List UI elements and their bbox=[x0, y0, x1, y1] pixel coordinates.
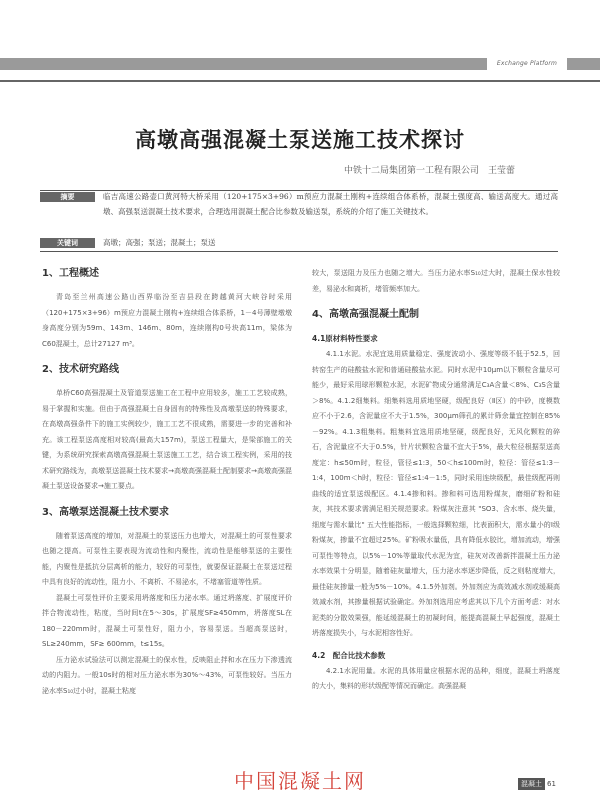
section-heading: 2、技术研究路线 bbox=[42, 364, 119, 375]
page-number bbox=[518, 778, 560, 790]
body-paragraph: 较大，泵送阻力及压力也随之增大。当压力泌水率S₁₀过大时，混凝土保水性较差，易泌水和离析，堵管频率加大。 bbox=[312, 269, 560, 293]
abstract-text: 临吉高速公路壶口黄河特大桥采用（120+175×3+96）m预应力混凝土刚构+连续组合体系桥，混凝土强度高、输送高度大。通过高墩、高强泵送混凝土技术要求，合理选用混凝土配合比参数及输送泵，系统的介绍了施工关键技术。 bbox=[103, 192, 558, 216]
abstract-label: 摘要 bbox=[40, 192, 95, 202]
page-number-value: 61 bbox=[547, 780, 556, 788]
body-paragraph: 随着泵送高度的增加，对混凝土的泵送压力也增大，对混凝土的可泵性要求也随之提高。可泵性主要表现为流动性和内聚性，流动性是能够泵送的主要性能，内聚性是抵抗分层离析的能力，较好的可泵性，就要保证混凝土在泵送过程中具有良好的流动性，阻力小、不离析、不易泌水，不堵塞管道等性质。 bbox=[42, 531, 292, 586]
body-paragraph: 单桥C60高强混凝土及管道泵送施工在工程中应用较多，施工工艺较成熟，易于掌握和实施。但由于高强混凝土自身固有的特殊性及高墩泵送的特殊要求，在高墩高强条件下的施工实例较少，施工工艺不很成熟，需要进一步的完善和补充。该工程泵送高度相对较高(最高大157m)，泵送工程量大，是梁部施工的关键，为系统研究探索高墩高强混凝土泵送施工工艺，结合该工程实例，采用的技术研究路线为，高墩泵送混凝土技术要求→高墩高强混凝土配制要求→高墩高强混凝土泵送设备要求→施工要点。 bbox=[42, 389, 292, 490]
subsection-heading: 4.2 配合比技术参数 bbox=[312, 650, 386, 660]
footer-watermark: 中国混凝土网 bbox=[234, 769, 366, 793]
section-label: Exchange Platform bbox=[487, 58, 567, 70]
keywords-label: 关键词 bbox=[40, 238, 95, 248]
body-paragraph: 混凝土可泵性评价主要采用坍落度和压力泌水率。通过坍落度、扩展度评价拌合物流动性，粘度，当时间t在5～30s，扩展度SF≥450mm，坍落度SL在180－220mm时，混凝土可泵性好，阻力小，容易泵送。当超高泵送时，SL≥240mm，SF≥ 600mm，t≤15s。 bbox=[42, 593, 292, 648]
article-author: 中铁十二局集团第一工程有限公司 王莹蕾 bbox=[343, 166, 515, 176]
subsection-heading: 4.1原材料特性要求 bbox=[312, 334, 378, 343]
header-band-left bbox=[0, 58, 487, 70]
body-paragraph: 压力泌水试验法可以测定混凝土的保水性，反映阻止拌和水在压力下渗透流动的内阻力。一般10s时的相对压力泌水率为30%～43%，可泵性较好。当压力泌水率S₁₀过小时，混凝土粘度 bbox=[42, 655, 292, 695]
article-title: 高墩高强混凝土泵送施工技术探讨 bbox=[135, 128, 465, 152]
section-heading: 3、高墩泵送混凝土技术要求 bbox=[42, 506, 169, 518]
header-band-right bbox=[567, 58, 600, 70]
keywords-text: 高墩；高强；泵送；混凝土；泵送 bbox=[103, 238, 216, 247]
body-paragraph: 4.1.1水泥。水泥宜选用质量稳定、强度波动小、强度等级不低于52.5，回转窑生产的硅酸盐水泥和普通硅酸盐水泥。同时水泥中10μm以下颗粒含量尽可能少，最好采用球形颗粒水泥，水泥矿物成分通常满足C₃A含量＜8%、C₃S含量＞8%。4.1.2细集料。细集料选用质地坚硬，级配良好（Ⅱ区）的中砂，度模数应不小于2.6，含泥量应不大于1.5%，300μm筛孔的累计筛余量宜控制在85%－92%。4.1.3粗集料。粗集料宜选用质地坚硬，级配良好，无风化颗粒的碎石，含泥量应不大于0.5%，针片状颗粒含量不宜大于5%，最大粒径根据泵送高度定：h≤50m时，粒径，管径≤1:3，50＜h≤100m时，粒径：管径≤1:3－1:4，100m＜h时，粒径：管径≤1:4－1:5，同时采用连续级配，最佳级配再则曲线的适宜泵送级配区。4.1.4掺和料。掺和料可选用粉煤灰，磨细矿粉和硅灰，其技术要求需满足相关规范要求。粉煤灰注意其 "SO3、含水率、烧失量，细度与需水量比" 五大性能指标，一般选择颗粒细，比表面积大，需水量小的Ⅰ级粉煤灰，掺量不宜超过25%。矿粉吸水量低，具有降低水胶比，增加流动，增强可泵性等特点，以5%－10%等量取代水泥为宜，硅灰对改善新拌混凝土压力泌水率效果十分明显，随着硅灰量增大，压力泌水率逐步降低，反之则粘度增大，最佳硅灰掺量一般为5%－10%。4.1.5外加剂。外加剂应为高效减水剂或缓凝高效减水剂，其掺量根据试验确定。外加剂选用应考虑其以下几个方面考虑：对水泥类的分散效果强，能延缓混凝土的初凝时间，能提高混凝土早起强度，混凝土坍落度损失小，与水泥相容性好。 bbox=[312, 350, 560, 637]
page-badge: 混凝土 bbox=[518, 778, 545, 790]
header-band bbox=[0, 58, 600, 70]
abstract-bottom-rule bbox=[40, 251, 558, 252]
section-heading: 4、高墩高强混凝土配制 bbox=[312, 309, 419, 320]
body-paragraph: 青岛至兰州高速公路山西界临汾至吉县段在跨越黄河大峡谷时采用（120+175×3+96）m预应力混凝土刚构+连续组合体系桥，1－4号薄壁墩墩身高度分别为59m、143m、146m、80m，连续刚构0号块高11m，梁体为C60混凝土，总计27127 m³。 bbox=[42, 293, 292, 348]
header-rule bbox=[0, 80, 600, 82]
right-column bbox=[312, 266, 560, 695]
section-heading: 1、工程概述 bbox=[42, 268, 99, 279]
body-paragraph: 4.2.1水泥用量。水泥的具体用量应根据水泥的品种，细度，混凝土坍落度的大小，集料的形状级配等情况而确定。高强混凝 bbox=[312, 666, 560, 690]
left-column bbox=[42, 266, 292, 699]
